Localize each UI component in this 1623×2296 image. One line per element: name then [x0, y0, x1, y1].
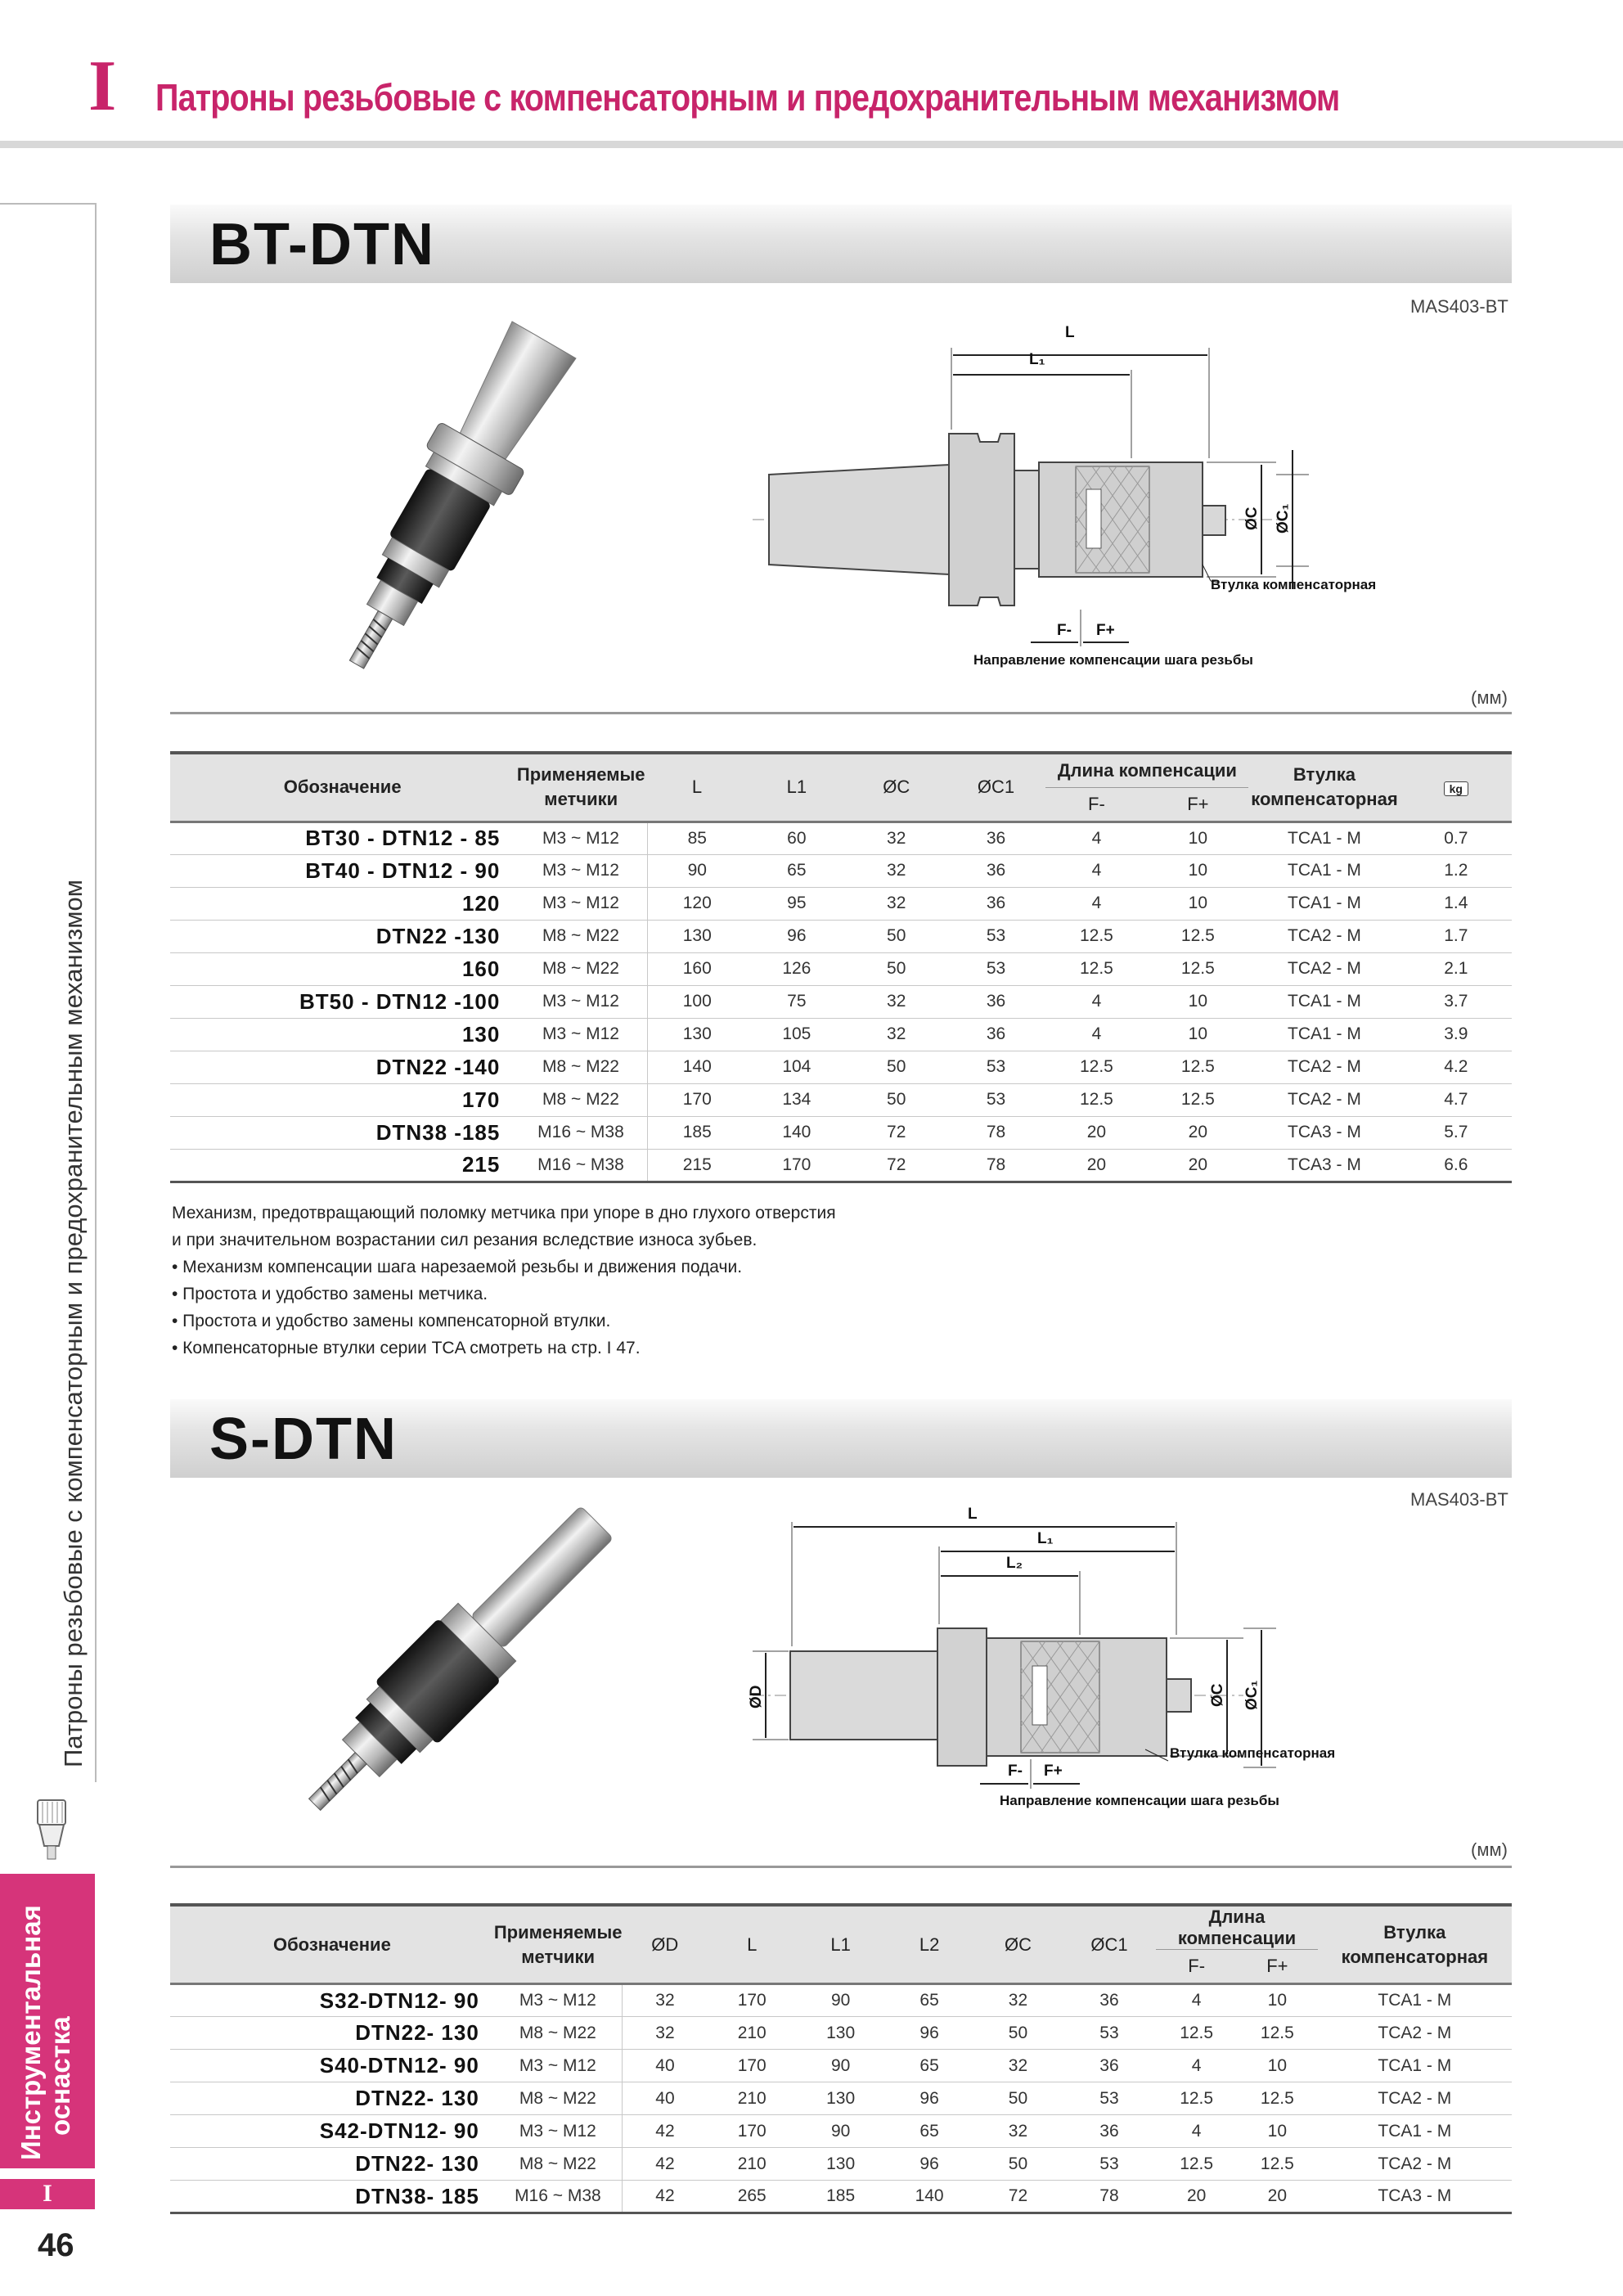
col-designation: Обозначение [272, 1934, 391, 1955]
cell-fm: 12.5 [1156, 2148, 1237, 2181]
cell-d: DTN22 -130 [170, 920, 515, 952]
cell-fm: 20 [1045, 1149, 1147, 1182]
cell-fp: 20 [1237, 2181, 1318, 2213]
cell-d: 120 [170, 887, 515, 920]
table-row [170, 952, 1512, 985]
cell-L1: 60 [747, 822, 847, 854]
cell-d: DTN22- 130 [170, 2082, 494, 2115]
cell-C1: 36 [946, 985, 1046, 1018]
cell-L: 85 [647, 822, 747, 854]
cell-L1: 95 [747, 887, 847, 920]
cell-fm: 4 [1045, 887, 1147, 920]
s-dtn-product-photo [254, 1497, 638, 1849]
cell-fp: 10 [1147, 854, 1248, 887]
cell-L2: 96 [885, 2082, 973, 2115]
cell-fm: 20 [1045, 1116, 1147, 1149]
cell-D: 32 [622, 1984, 708, 2017]
cell-fp: 12.5 [1147, 1051, 1248, 1083]
cell-L1: 130 [796, 2082, 884, 2115]
cell-D: 42 [622, 2148, 708, 2181]
s-dtn-technical-drawing [720, 1506, 1336, 1817]
page-title: Патроны резьбовые с компенсаторным и предохранительным механизмом [155, 76, 1340, 119]
cell-C: 32 [847, 887, 946, 920]
cell-L: 120 [647, 887, 747, 920]
col-c: ØC [1004, 1934, 1032, 1955]
cell-taps: M3 ~ M12 [515, 1018, 647, 1051]
cell-taps: M3 ~ M12 [515, 887, 647, 920]
cell-sleeve: TCA2 - M [1318, 2017, 1512, 2050]
cell-L: 100 [647, 985, 747, 1018]
cell-kg: 1.7 [1400, 920, 1512, 952]
collet-chuck-icon [31, 1797, 72, 1862]
cell-sleeve: TCA3 - M [1248, 1149, 1400, 1182]
cell-L1: 104 [747, 1051, 847, 1083]
cell-taps: M3 ~ M12 [494, 2115, 623, 2148]
cell-kg: 1.4 [1400, 887, 1512, 920]
header-rule [0, 141, 1623, 148]
f-minus-label: F- [1057, 622, 1072, 639]
cell-C: 72 [847, 1116, 946, 1149]
cell-C1: 36 [946, 822, 1046, 854]
cell-L1: 90 [796, 1984, 884, 2017]
cell-C: 32 [847, 1018, 946, 1051]
note-line: • Компенсаторные втулки серии TCA смотреть на стр. I 47. [172, 1339, 641, 1357]
col-sleeve-2: компенсаторная [1341, 1946, 1489, 1967]
cell-C1: 53 [946, 1051, 1046, 1083]
cell-L: 90 [647, 854, 747, 887]
cell-fp: 12.5 [1147, 920, 1248, 952]
category-line-2: оснастка [45, 2016, 75, 2136]
cell-fm: 12.5 [1156, 2082, 1237, 2115]
cell-sleeve: TCA1 - M [1318, 1984, 1512, 2017]
cell-L1: 90 [796, 2115, 884, 2148]
cell-L1: 96 [747, 920, 847, 952]
cell-L1: 90 [796, 2050, 884, 2082]
cell-kg: 4.7 [1400, 1083, 1512, 1116]
col-compensation: Длина компенсации [1177, 1907, 1297, 1948]
cell-sleeve: TCA2 - M [1318, 2082, 1512, 2115]
s-dtn-table-body [170, 1984, 1512, 2213]
cell-D: 42 [622, 2181, 708, 2213]
col-c1: ØC1 [977, 777, 1015, 798]
table-row [170, 985, 1512, 1018]
cell-sleeve: TCA2 - M [1248, 920, 1400, 952]
bt-dtn-product-photo [270, 311, 630, 687]
col-f-plus: F+ [1266, 1956, 1288, 1976]
cell-kg: 2.1 [1400, 952, 1512, 985]
cell-fm: 4 [1156, 1984, 1237, 2017]
cell-L1: 140 [747, 1116, 847, 1149]
f-plus-label: F+ [1044, 1763, 1063, 1780]
cell-fp: 12.5 [1147, 1083, 1248, 1116]
col-c: ØC [883, 777, 910, 798]
section-title: BT-DTN [209, 212, 435, 277]
cell-taps: M8 ~ M22 [494, 2082, 623, 2115]
bt-dtn-spec-table [170, 751, 1512, 1183]
col-sleeve-1: Втулка [1383, 1921, 1446, 1943]
note-line: и при значительном возрастании сил резания вследствие износа зубьев. [172, 1231, 758, 1249]
cell-L: 170 [647, 1083, 747, 1116]
cell-L1: 185 [796, 2181, 884, 2213]
cell-taps: M8 ~ M22 [515, 1051, 647, 1083]
cell-taps: M3 ~ M12 [494, 1984, 623, 2017]
weight-icon: kg [1444, 781, 1468, 796]
dim-d-label: ØD [748, 1685, 765, 1708]
cell-C1: 36 [946, 1018, 1046, 1051]
cell-C: 32 [973, 2050, 1062, 2082]
cell-C1: 53 [946, 952, 1046, 985]
cell-d: DTN22- 130 [170, 2148, 494, 2181]
cell-fm: 20 [1156, 2181, 1237, 2213]
cell-kg: 3.9 [1400, 1018, 1512, 1051]
note-line: • Механизм компенсации шага нарезаемой резьбы и движения подачи. [172, 1258, 743, 1276]
cell-d: BT50 - DTN12 -100 [170, 985, 515, 1018]
cell-L1: 134 [747, 1083, 847, 1116]
cell-L: 185 [647, 1116, 747, 1149]
cell-sleeve: TCA2 - M [1248, 1051, 1400, 1083]
cell-L: 210 [708, 2082, 796, 2115]
standard-label: MAS403-BT [1410, 296, 1508, 317]
note-line: Механизм, предотвращающий поломку метчика при упоре в дно глухого отверстия [172, 1204, 836, 1222]
cell-C: 32 [973, 1984, 1062, 2017]
cell-fp: 10 [1237, 2050, 1318, 2082]
col-c1: ØC1 [1090, 1934, 1128, 1955]
cell-d: 170 [170, 1083, 515, 1116]
cell-sleeve: TCA2 - M [1248, 952, 1400, 985]
cell-L1: 75 [747, 985, 847, 1018]
cell-d: S40-DTN12- 90 [170, 2050, 494, 2082]
cell-sleeve: TCA1 - M [1248, 887, 1400, 920]
sidebar-vertical-title: Патроны резьбовые с компенсаторным и предохранительным механизмом [59, 879, 88, 1767]
table-row [170, 822, 1512, 854]
cell-taps: M8 ~ M22 [515, 952, 647, 985]
cell-fm: 12.5 [1045, 1051, 1147, 1083]
cell-L1: 170 [747, 1149, 847, 1182]
cell-fp: 20 [1147, 1149, 1248, 1182]
dim-c1-label: ØC₁ [1243, 1680, 1261, 1710]
cell-fm: 4 [1156, 2050, 1237, 2082]
cell-fm: 4 [1045, 1018, 1147, 1051]
cell-L2: 65 [885, 2115, 973, 2148]
cell-C1: 36 [946, 887, 1046, 920]
cell-L1: 65 [747, 854, 847, 887]
cell-fm: 12.5 [1045, 952, 1147, 985]
cell-C: 50 [973, 2148, 1062, 2181]
direction-caption: Направление компенсации шага резьбы [973, 652, 1253, 668]
cell-C1: 53 [946, 1083, 1046, 1116]
table-row [170, 2181, 1512, 2213]
cell-L: 130 [647, 1018, 747, 1051]
unit-label: (мм) [1471, 1839, 1508, 1860]
cell-taps: M16 ~ M38 [515, 1149, 647, 1182]
cell-fp: 10 [1147, 887, 1248, 920]
standard-label: MAS403-BT [1410, 1489, 1508, 1510]
table-row [170, 920, 1512, 952]
table-row [170, 854, 1512, 887]
col-taps-2: метчики [521, 1946, 596, 1967]
cell-sleeve: TCA1 - M [1248, 985, 1400, 1018]
sleeve-callout: Втулка компенсаторная [1170, 1745, 1336, 1761]
dim-l-label: L [968, 1506, 978, 1523]
cell-fp: 10 [1237, 1984, 1318, 2017]
cell-C1: 36 [1063, 1984, 1157, 2017]
cell-L: 210 [708, 2148, 796, 2181]
sleeve-callout: Втулка компенсаторная [1211, 577, 1377, 592]
cell-fm: 12.5 [1156, 2017, 1237, 2050]
table-row [170, 1149, 1512, 1182]
cell-D: 40 [622, 2050, 708, 2082]
cell-C: 50 [973, 2082, 1062, 2115]
table-row [170, 1051, 1512, 1083]
cell-C: 50 [847, 952, 946, 985]
cell-kg: 5.7 [1400, 1116, 1512, 1149]
cell-L2: 96 [885, 2148, 973, 2181]
cell-fm: 12.5 [1045, 920, 1147, 952]
bt-dtn-table-body [170, 822, 1512, 1182]
cell-taps: M8 ~ M22 [515, 1083, 647, 1116]
cell-fm: 4 [1045, 985, 1147, 1018]
cell-kg: 0.7 [1400, 822, 1512, 854]
cell-kg: 1.2 [1400, 854, 1512, 887]
chapter-roman: I [88, 47, 117, 126]
cell-d: DTN22- 130 [170, 2017, 494, 2050]
cell-L: 140 [647, 1051, 747, 1083]
col-l2: L2 [919, 1934, 940, 1955]
dim-c-label: ØC [1209, 1683, 1226, 1707]
cell-C: 50 [847, 1083, 946, 1116]
cell-taps: M16 ~ M38 [494, 2181, 623, 2213]
sidebar-category-label [16, 1882, 75, 2160]
cell-C1: 36 [1063, 2050, 1157, 2082]
cell-L: 215 [647, 1149, 747, 1182]
cell-fp: 12.5 [1237, 2148, 1318, 2181]
feature-notes [172, 1200, 836, 1362]
cell-L: 210 [708, 2017, 796, 2050]
cell-kg: 4.2 [1400, 1051, 1512, 1083]
cell-d: S42-DTN12- 90 [170, 2115, 494, 2148]
cell-taps: M3 ~ M12 [494, 2050, 623, 2082]
col-l: L [747, 1934, 758, 1955]
cell-sleeve: TCA1 - M [1248, 1018, 1400, 1051]
cell-L2: 65 [885, 2050, 973, 2082]
cell-taps: M8 ~ M22 [494, 2017, 623, 2050]
cell-taps: M8 ~ M22 [494, 2148, 623, 2181]
col-l: L [691, 777, 703, 798]
cell-L2: 65 [885, 1984, 973, 2017]
cell-fp: 10 [1237, 2115, 1318, 2148]
col-d: ØD [651, 1934, 679, 1955]
col-taps-2: метчики [544, 789, 618, 810]
cell-C: 50 [847, 1051, 946, 1083]
cell-C: 50 [847, 920, 946, 952]
cell-d: DTN22 -140 [170, 1051, 515, 1083]
col-f-minus: F- [1188, 1956, 1206, 1976]
cell-C1: 53 [1063, 2082, 1157, 2115]
cell-C: 32 [973, 2115, 1062, 2148]
table-row [170, 1018, 1512, 1051]
table-row [170, 2115, 1512, 2148]
table-row [170, 1116, 1512, 1149]
cell-taps: M3 ~ M12 [515, 854, 647, 887]
cell-C1: 36 [946, 854, 1046, 887]
cell-d: 215 [170, 1149, 515, 1182]
cell-L: 130 [647, 920, 747, 952]
table-row [170, 887, 1512, 920]
bt-dtn-technical-drawing [753, 319, 1377, 679]
cell-taps: M16 ~ M38 [515, 1116, 647, 1149]
col-l1: L1 [830, 1934, 851, 1955]
col-f-plus: F+ [1187, 793, 1209, 814]
dim-c-label: ØC [1243, 506, 1261, 530]
cell-C1: 78 [1063, 2181, 1157, 2213]
cell-C: 32 [847, 985, 946, 1018]
table-row [170, 2017, 1512, 2050]
direction-caption: Направление компенсации шага резьбы [1000, 1793, 1279, 1808]
cell-sleeve: TCA2 - M [1248, 1083, 1400, 1116]
cell-C1: 78 [946, 1116, 1046, 1149]
section-rule [170, 712, 1512, 714]
table-row [170, 1984, 1512, 2017]
cell-C1: 53 [946, 920, 1046, 952]
section-title: S-DTN [209, 1407, 398, 1472]
cell-C: 32 [847, 822, 946, 854]
cell-fp: 12.5 [1237, 2017, 1318, 2050]
cell-L2: 140 [885, 2181, 973, 2213]
note-line: • Простота и удобство замены компенсаторной втулки. [172, 1312, 611, 1330]
cell-d: 130 [170, 1018, 515, 1051]
dim-l2-label: L₂ [1006, 1555, 1023, 1572]
cell-d: BT30 - DTN12 - 85 [170, 822, 515, 854]
col-f-minus: F- [1088, 793, 1105, 814]
cell-D: 42 [622, 2115, 708, 2148]
cell-D: 40 [622, 2082, 708, 2115]
sidebar-roman: I [0, 2177, 95, 2209]
cell-sleeve: TCA1 - M [1318, 2050, 1512, 2082]
cell-taps: M3 ~ M12 [515, 822, 647, 854]
cell-C1: 53 [1063, 2148, 1157, 2181]
dim-l1-label: L₁ [1029, 351, 1045, 368]
cell-sleeve: TCA1 - M [1248, 822, 1400, 854]
cell-fm: 4 [1045, 822, 1147, 854]
cell-fm: 4 [1156, 2115, 1237, 2148]
cell-L: 170 [708, 1984, 796, 2017]
col-sleeve-1: Втулка [1293, 764, 1355, 786]
unit-label: (мм) [1471, 687, 1508, 708]
cell-d: 160 [170, 952, 515, 985]
table-row [170, 1083, 1512, 1116]
cell-kg: 3.7 [1400, 985, 1512, 1018]
cell-L1: 105 [747, 1018, 847, 1051]
page-number: 46 [38, 2227, 74, 2263]
cell-fp: 10 [1147, 822, 1248, 854]
cell-taps: M8 ~ M22 [515, 920, 647, 952]
col-taps-1: Применяемые [493, 1921, 623, 1943]
cell-C: 72 [973, 2181, 1062, 2213]
cell-fp: 10 [1147, 1018, 1248, 1051]
cell-fp: 10 [1147, 985, 1248, 1018]
cell-L1: 130 [796, 2017, 884, 2050]
table-row [170, 2082, 1512, 2115]
col-l1: L1 [786, 777, 807, 798]
s-dtn-spec-table [170, 1903, 1512, 2214]
cell-L: 265 [708, 2181, 796, 2213]
cell-d: S32-DTN12- 90 [170, 1984, 494, 2017]
col-compensation: Длина компенсации [1057, 759, 1237, 781]
cell-sleeve: TCA2 - M [1318, 2148, 1512, 2181]
cell-sleeve: TCA1 - M [1318, 2115, 1512, 2148]
cell-fp: 20 [1147, 1116, 1248, 1149]
table-row [170, 2050, 1512, 2082]
dim-l-label: L [1065, 324, 1075, 341]
cell-C: 72 [847, 1149, 946, 1182]
cell-L1: 126 [747, 952, 847, 985]
cell-fm: 4 [1045, 854, 1147, 887]
cell-taps: M3 ~ M12 [515, 985, 647, 1018]
section-rule [170, 1866, 1512, 1868]
cell-d: DTN38- 185 [170, 2181, 494, 2213]
cell-D: 32 [622, 2017, 708, 2050]
cell-d: DTN38 -185 [170, 1116, 515, 1149]
section-banner-bt-dtn [170, 205, 1512, 283]
cell-sleeve: TCA3 - M [1248, 1116, 1400, 1149]
f-minus-label: F- [1008, 1763, 1023, 1780]
cell-sleeve: TCA3 - M [1318, 2181, 1512, 2213]
dim-c1-label: ØC₁ [1275, 503, 1292, 533]
cell-L: 170 [708, 2115, 796, 2148]
cell-L2: 96 [885, 2017, 973, 2050]
cell-fp: 12.5 [1147, 952, 1248, 985]
dim-l1-label: L₁ [1037, 1530, 1054, 1547]
cell-L: 170 [708, 2050, 796, 2082]
table-row [170, 2148, 1512, 2181]
cell-fp: 12.5 [1237, 2082, 1318, 2115]
cell-L: 160 [647, 952, 747, 985]
cell-d: BT40 - DTN12 - 90 [170, 854, 515, 887]
col-taps-1: Применяемые [516, 764, 645, 786]
section-banner-s-dtn [170, 1399, 1512, 1478]
cell-sleeve: TCA1 - M [1248, 854, 1400, 887]
cell-C1: 53 [1063, 2017, 1157, 2050]
cell-C: 50 [973, 2017, 1062, 2050]
note-line: • Простота и удобство замены метчика. [172, 1285, 488, 1303]
f-plus-label: F+ [1096, 622, 1115, 639]
category-line-1: Инструментальная [16, 1905, 46, 2160]
cell-kg: 6.6 [1400, 1149, 1512, 1182]
cell-L1: 130 [796, 2148, 884, 2181]
cell-C1: 36 [1063, 2115, 1157, 2148]
col-sleeve-2: компенсаторная [1251, 789, 1398, 810]
col-designation: Обозначение [283, 777, 402, 798]
cell-C: 32 [847, 854, 946, 887]
cell-C1: 78 [946, 1149, 1046, 1182]
cell-fm: 12.5 [1045, 1083, 1147, 1116]
